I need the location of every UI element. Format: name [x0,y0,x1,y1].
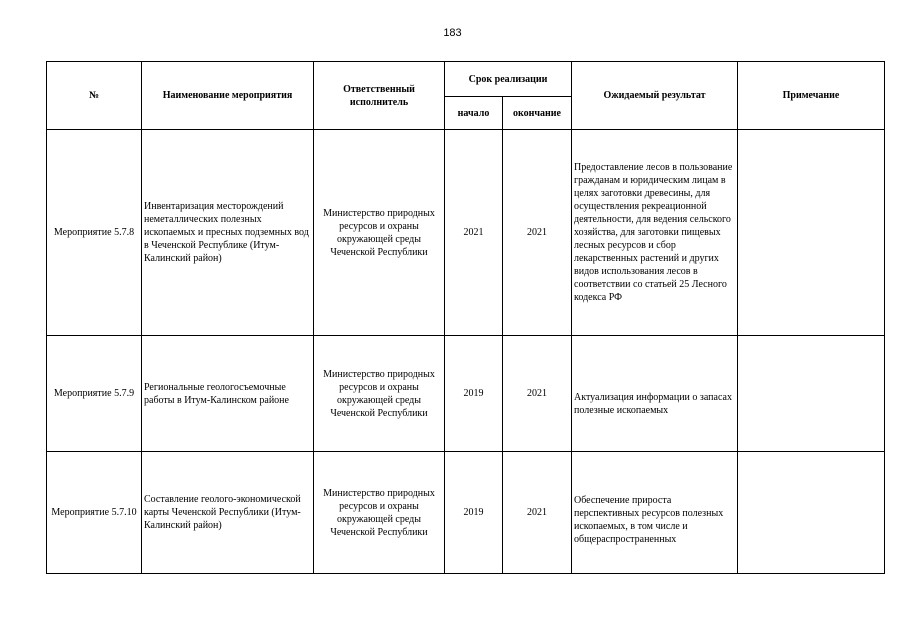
end-year: 2021 [503,130,572,336]
activity-name: Составление геолого-экономической карты Чеченской Республики (Итум-Калинский район) [142,452,314,574]
end-year: 2021 [503,452,572,574]
header-row [47,62,885,97]
header-end: окончание [503,97,572,130]
responsible-executor: Министерство природных ресурсов и охраны окружающей среды Чеченской Республики [314,130,445,336]
table-row [47,452,885,574]
responsible-executor: Министерство природных ресурсов и охраны окружающей среды Чеченской Республики [314,336,445,452]
header-expected-result: Ожидаемый результат [572,62,738,130]
note [738,336,885,452]
expected-result-line: Актуализация информации о запасах [574,391,732,403]
header-responsible: Ответственный исполнитель [314,62,445,130]
expected-result: Обеспечение прироста перспективных ресурсов полезных ископаемых, в том числе и общераспространенных [572,452,738,574]
responsible-executor: Министерство природных ресурсов и охраны окружающей среды Чеченской Республики [314,452,445,574]
expected-result: Предоставление лесов в пользование гражданам и юридическим лицам в целях заготовки древесины, для осуществления рекреационной деятельности, для ведения сельского хозяйства, для заготовки пищевых лесных ресурсов и сбор лекарственных растений и других видов использования лесов в соответствии со статьей 25 Лесного кодекса РФ [572,130,738,336]
header-note: Примечание [738,62,885,130]
expected-result-line: полезные ископаемых [574,404,669,416]
page-number: 183 [443,27,462,39]
expected-result [572,336,738,452]
header-activity-name: Наименование мероприятия [142,62,314,130]
activities-table [46,61,885,574]
start-year: 2019 [445,452,503,574]
activity-name: Инвентаризация месторождений неметаллических полезных ископаемых и пресных подземных вод в Чеченской Республике (Итум-Калинский район) [142,130,314,336]
activity-number: Мероприятие 5.7.10 [47,452,142,574]
note [738,452,885,574]
start-year: 2019 [445,336,503,452]
activity-number: Мероприятие 5.7.9 [47,336,142,452]
start-year: 2021 [445,130,503,336]
header-number: № [47,62,142,130]
table-row [47,336,885,452]
header-start: начало [445,97,503,130]
activity-name: Региональные геологосъемочные работы в Итум-Калинском районе [142,336,314,452]
end-year: 2021 [503,336,572,452]
table-row [47,130,885,336]
note [738,130,885,336]
header-period: Срок реализации [445,62,572,97]
activity-number: Мероприятие 5.7.8 [47,130,142,336]
